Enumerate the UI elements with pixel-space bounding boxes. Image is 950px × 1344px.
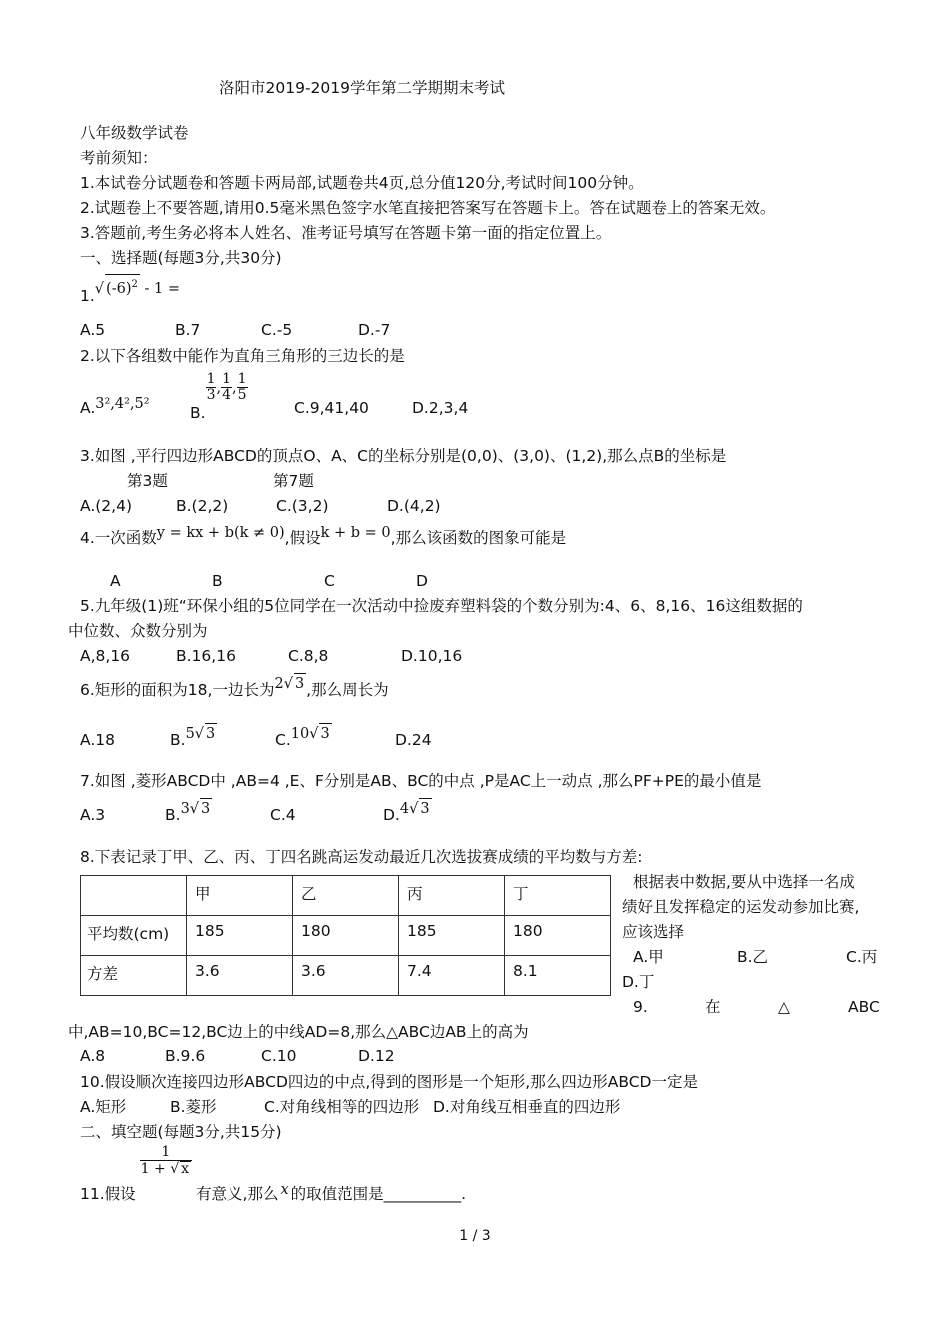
exam-subtitle: 八年级数学试卷 — [80, 124, 189, 142]
q3-option-d: D.(4,2) — [387, 497, 441, 515]
question-5-line-2: 中位数、众数分别为 — [68, 622, 208, 640]
q9-option-b: B.9.6 — [165, 1047, 206, 1065]
q4-graph-label-a: A — [110, 572, 121, 590]
q5-option-a: A,8,16 — [80, 647, 131, 665]
q7-option-b: B.3√ 3 — [165, 805, 212, 826]
notice-item-1: 1.本试卷分试题卷和答题卡两局部,试题卷共4页,总分值120分,考试时间100分钟。 — [80, 174, 644, 192]
notice-item-3: 3.答题前,考生务必将本人姓名、准考证号填写在答题卡第一面的指定位置上。 — [80, 224, 612, 242]
q1-option-c: C.-5 — [261, 321, 293, 339]
figure-label-q3: 第3题 — [127, 472, 168, 490]
q8-side-text-1: 根据表中数据,要从中选择一名成 — [633, 873, 855, 891]
question-3: 3.如图 ,平行四边形ABCD的顶点O、A、C的坐标分别是(0,0)、(3,0)、(1,2),那么点B的坐标是 — [80, 447, 727, 465]
q9-option-c: C.10 — [261, 1047, 297, 1065]
triangle-symbol: △ — [778, 998, 790, 1016]
q1-option-b: B.7 — [175, 321, 201, 339]
table-header-cell: 乙 — [293, 876, 399, 916]
q9-option-a: A.8 — [80, 1047, 106, 1065]
question-11: 11.假设 $\frac{1}{1 + √ x}$ 有意义,那么 x 的取值范围是__________. — [80, 1144, 467, 1203]
table-cell: 3.6 — [187, 956, 293, 996]
question-1 — [80, 279, 180, 308]
q8-option-d: D.丁 — [622, 973, 655, 991]
q4-graph-label-c: C — [324, 572, 335, 590]
question-9-number: 9. — [633, 998, 648, 1016]
q3-option-b: B.(2,2) — [176, 497, 229, 515]
q6-option-c: C.10√ 3 — [275, 730, 332, 751]
q5-option-d: D.10,16 — [401, 647, 463, 665]
notice-heading: 考前须知： — [80, 149, 158, 167]
q3-option-c: C.(3,2) — [276, 497, 329, 515]
q10-option-d: D.对角线互相垂直的四边形 — [433, 1098, 621, 1116]
table-row — [81, 916, 611, 956]
question-5-line-1: 5.九年级(1)班“环保小组的5位同学在一次活动中捡废弃塑料袋的个数分别为:4、6、8,16、16这组数据的 — [80, 597, 803, 615]
q6-option-d: D.24 — [395, 731, 432, 749]
q8-side-text-3: 应该选择 — [622, 923, 685, 941]
q5-option-b: B.16,16 — [176, 647, 236, 665]
q3-option-a: A.(2,4) — [80, 497, 133, 515]
q5-option-c: C.8,8 — [288, 647, 329, 665]
figure-label-q7: 第7题 — [273, 472, 314, 490]
question-4: 4.一次函数y = kx + b(k ≠ 0),假设k + b = 0,那么该函数的图象可能是 — [80, 525, 567, 547]
section-fill-heading: 二、填空题(每题3分,共15分) — [80, 1123, 282, 1141]
table-header-cell: 甲 — [187, 876, 293, 916]
question-9-abc: ABC — [848, 998, 880, 1016]
question-2: 2.以下各组数中能作为直角三角形的三边长的是 — [80, 347, 405, 365]
q1-option-a: A.5 — [80, 321, 106, 339]
table-cell: 180 — [505, 916, 611, 956]
q2-option-a: A.3²,4²,5² — [80, 396, 150, 417]
question-8: 8.下表记录丁甲、乙、丙、丁四名跳高运发动最近几次选拔赛成绩的平均数与方差: — [80, 848, 643, 866]
question-10: 10.假设顺次连接四边形ABCD四边的中点,得到的图形是一个矩形,那么四边形ABCD一定是 — [80, 1073, 698, 1091]
q1-expression: √ $(-6)^2 - 1$ = — [95, 281, 180, 297]
table-header-cell — [81, 876, 187, 916]
q7-option-a: A.3 — [80, 806, 106, 824]
q8-option-b: B.乙 — [737, 948, 769, 966]
question-6: 6.矩形的面积为18,一边长为2√ 3 ,那么周长为 — [80, 680, 389, 701]
q1-option-d: D.-7 — [358, 321, 391, 339]
q4-graph-label-d: D — [416, 572, 428, 590]
table-row — [81, 956, 611, 996]
section-choice-heading: 一、选择题(每题3分,共30分) — [80, 249, 282, 267]
q10-option-a: A.矩形 — [80, 1098, 127, 1116]
question-7: 7.如图 ,菱形ABCD中 ,AB=4 ,E、F分别是AB、BC的中点 ,P是AC上一动点 ,那么PF+PE的最小值是 — [80, 772, 762, 790]
question-number: 1. — [80, 286, 95, 305]
q6-option-b: B.5√ 3 — [170, 730, 217, 751]
q10-option-c: C.对角线相等的四边形 — [264, 1098, 420, 1116]
notice-item-2: 2.试题卷上不要答题,请用0.5毫米黑色签字水笔直接把答案写在答题卡上。答在试题卷上的答案无效。 — [80, 199, 776, 217]
exam-title: 洛阳市2019-2019学年第二学期期末考试 — [219, 79, 505, 97]
score-table — [80, 875, 611, 996]
q8-option-a: A.甲 — [633, 948, 664, 966]
table-cell: 8.1 — [505, 956, 611, 996]
table-header-cell: 丁 — [505, 876, 611, 916]
q10-option-b: B.菱形 — [170, 1098, 217, 1116]
page-indicator: 1 / 3 — [459, 1228, 491, 1244]
q2-option-c: C.9,41,40 — [294, 399, 369, 417]
table-cell: 180 — [293, 916, 399, 956]
table-row-label: 方差 — [81, 956, 187, 996]
q2-option-d: D.2,3,4 — [412, 399, 469, 417]
q8-option-c: C.丙 — [846, 948, 878, 966]
q9-option-d: D.12 — [358, 1047, 395, 1065]
q6-option-a: A.18 — [80, 731, 115, 749]
table-cell: 185 — [399, 916, 505, 956]
q7-option-d: D.4√ 3 — [383, 805, 432, 826]
table-header-cell: 丙 — [399, 876, 505, 916]
table-cell: 7.4 — [399, 956, 505, 996]
q2-option-b: B. $\frac{1}{3}$ , $\frac{1}{4}$ , $\frac{1}{5}$ — [190, 371, 247, 422]
question-9-word: 在 — [705, 998, 721, 1016]
table-header-row — [81, 876, 611, 916]
question-9-line-2: 中,AB=10,BC=12,BC边上的中线AD=8,那么△ABC边AB上的高为 — [68, 1023, 529, 1041]
q4-graph-label-b: B — [212, 572, 223, 590]
table-cell: 3.6 — [293, 956, 399, 996]
q7-option-c: C.4 — [270, 806, 296, 824]
answer-blank[interactable]: __________ — [383, 1184, 462, 1203]
table-cell: 185 — [187, 916, 293, 956]
table-row-label: 平均数(cm) — [81, 916, 187, 956]
q8-side-text-2: 绩好且发挥稳定的运发动参加比赛, — [622, 898, 860, 916]
